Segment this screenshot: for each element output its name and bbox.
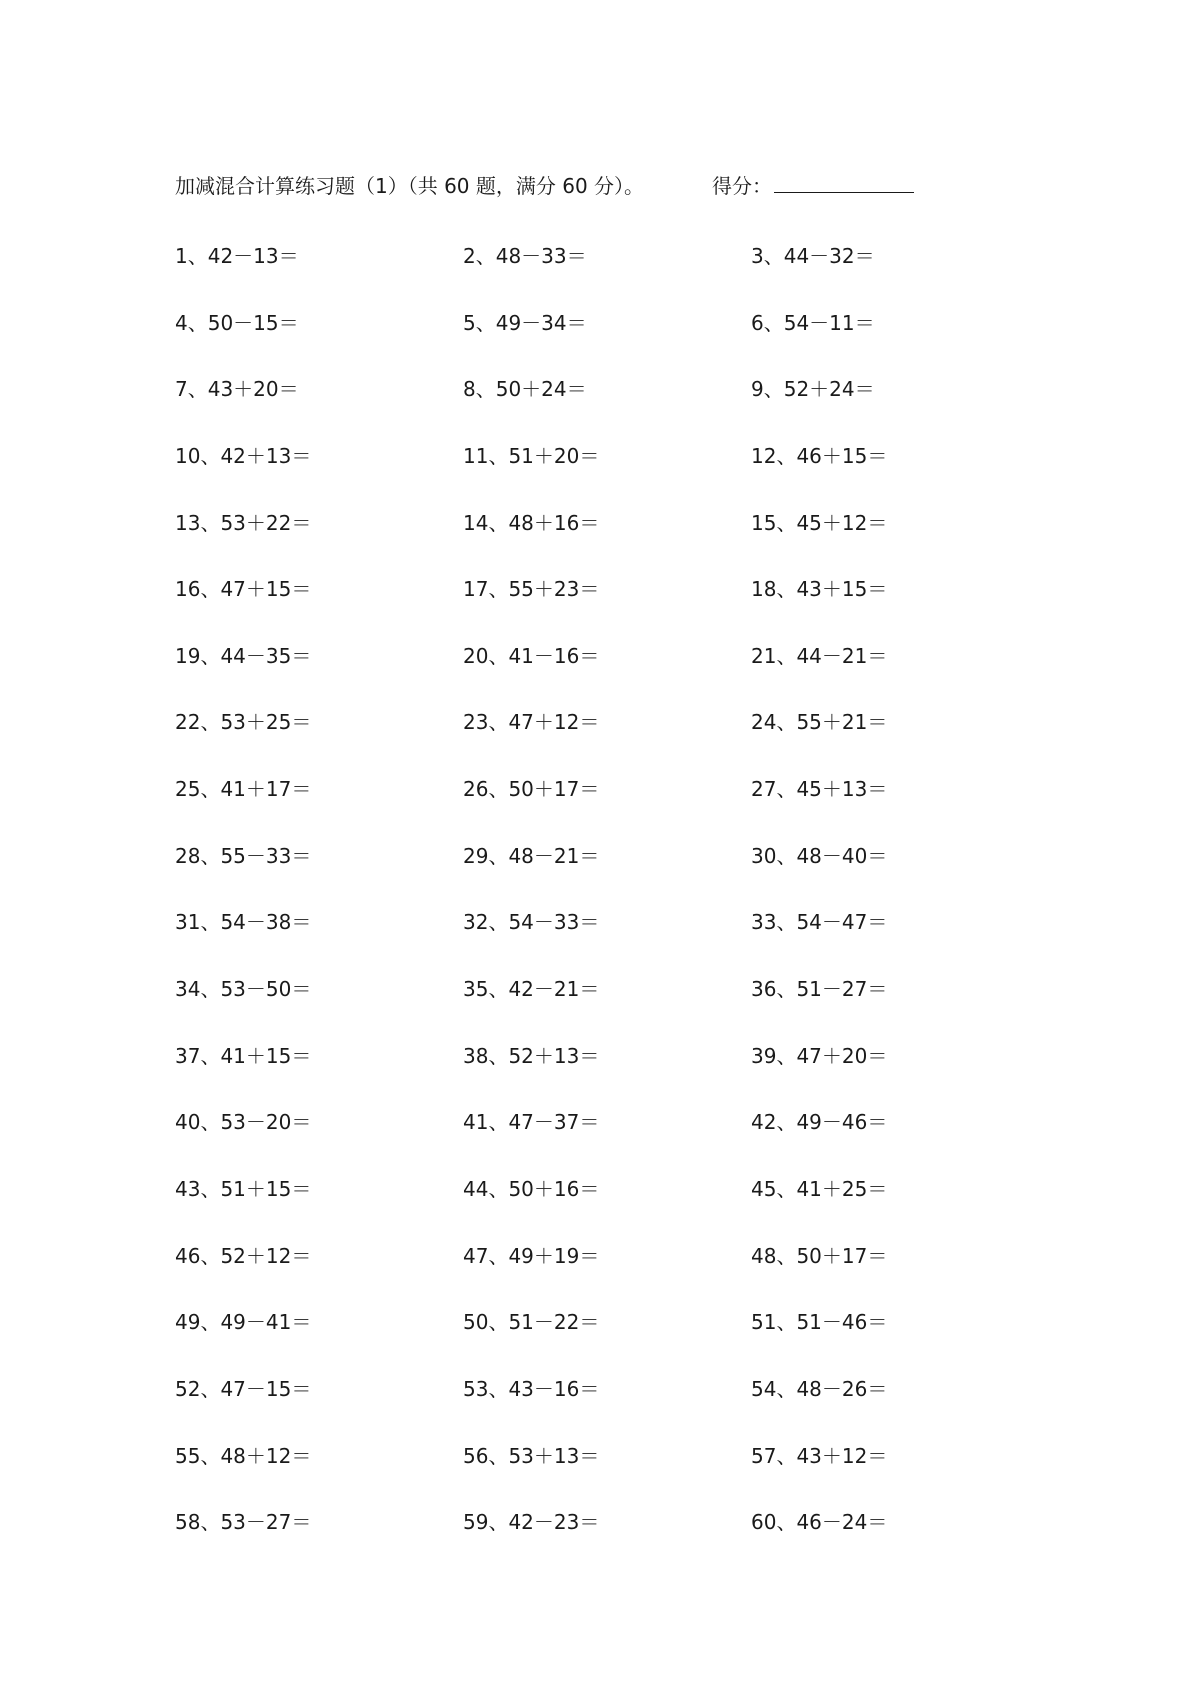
- problem-item: 23、47＋12＝: [463, 710, 600, 735]
- problem-item: 18、43＋15＝: [751, 577, 888, 602]
- problem-item: 3、44－32＝: [751, 244, 875, 268]
- problem-item: 50、51－22＝: [463, 1310, 600, 1335]
- problem-item: 52、47－15＝: [175, 1376, 312, 1401]
- problem-item: 16、47＋15＝: [175, 577, 312, 602]
- problem-item: 33、54－47＝: [751, 910, 888, 935]
- problem-item: 4、50－15＝: [175, 310, 299, 335]
- problem-item: 20、41－16＝: [463, 643, 600, 668]
- problem-item: 6、54－11＝: [751, 310, 875, 335]
- problem-item: 51、51－46＝: [751, 1310, 888, 1335]
- problem-item: 46、52＋12＝: [175, 1243, 312, 1268]
- problem-item: 34、53－50＝: [175, 977, 312, 1002]
- problem-item: 42、49－46＝: [751, 1110, 888, 1135]
- problem-item: 21、44－21＝: [751, 643, 888, 668]
- problem-item: 13、53＋22＝: [175, 510, 312, 535]
- problem-item: 38、52＋13＝: [463, 1043, 600, 1068]
- worksheet-title: 加减混合计算练习题（1）（共 60 题，满分 60 分）。: [175, 174, 645, 198]
- problem-item: 37、41＋15＝: [175, 1043, 312, 1068]
- problem-item: 54、48－26＝: [751, 1376, 888, 1401]
- problem-item: 5、49－34＝: [463, 310, 587, 335]
- problem-item: 15、45＋12＝: [751, 510, 888, 535]
- problem-item: 49、49－41＝: [175, 1310, 312, 1335]
- problem-item: 27、45＋13＝: [751, 777, 888, 802]
- problem-item: 39、47＋20＝: [751, 1043, 888, 1068]
- problem-item: 57、43＋12＝: [751, 1443, 888, 1468]
- problem-item: 48、50＋17＝: [751, 1243, 888, 1268]
- problem-item: 10、42＋13＝: [175, 443, 312, 468]
- problem-item: 7、43＋20＝: [175, 377, 299, 402]
- problem-item: 59、42－23＝: [463, 1510, 600, 1535]
- problem-item: 35、42－21＝: [463, 977, 600, 1002]
- problem-item: 32、54－33＝: [463, 910, 600, 935]
- problem-item: 36、51－27＝: [751, 977, 888, 1002]
- problem-item: 28、55－33＝: [175, 843, 312, 868]
- score-label: 得分：: [712, 174, 772, 198]
- problem-item: 25、41＋17＝: [175, 777, 312, 802]
- problem-item: 31、54－38＝: [175, 910, 312, 935]
- problem-item: 24、55＋21＝: [751, 710, 888, 735]
- problem-item: 41、47－37＝: [463, 1110, 600, 1135]
- problem-item: 19、44－35＝: [175, 643, 312, 668]
- problem-item: 60、46－24＝: [751, 1510, 888, 1535]
- problem-item: 55、48＋12＝: [175, 1443, 312, 1468]
- problem-item: 1、42－13＝: [175, 244, 299, 268]
- problem-item: 17、55＋23＝: [463, 577, 600, 602]
- problem-item: 29、48－21＝: [463, 843, 600, 868]
- problem-item: 47、49＋19＝: [463, 1243, 600, 1268]
- problem-item: 58、53－27＝: [175, 1510, 312, 1535]
- problem-item: 56、53＋13＝: [463, 1443, 600, 1468]
- problem-item: 2、48－33＝: [463, 244, 587, 268]
- problem-item: 26、50＋17＝: [463, 777, 600, 802]
- problem-item: 53、43－16＝: [463, 1376, 600, 1401]
- problem-item: 30、48－40＝: [751, 843, 888, 868]
- problem-item: 22、53＋25＝: [175, 710, 312, 735]
- score-field: [712, 170, 914, 202]
- problem-item: 44、50＋16＝: [463, 1176, 600, 1201]
- problem-item: 43、51＋15＝: [175, 1176, 312, 1201]
- problem-item: 45、41＋25＝: [751, 1176, 888, 1201]
- problem-item: 14、48＋16＝: [463, 510, 600, 535]
- problem-item: 12、46＋15＝: [751, 443, 888, 468]
- problem-item: 9、52＋24＝: [751, 377, 875, 402]
- score-blank[interactable]: [774, 170, 914, 193]
- problem-grid: [175, 240, 1075, 1573]
- problem-item: 11、51＋20＝: [463, 443, 600, 468]
- problem-item: 8、50＋24＝: [463, 377, 587, 402]
- problem-item: 40、53－20＝: [175, 1110, 312, 1135]
